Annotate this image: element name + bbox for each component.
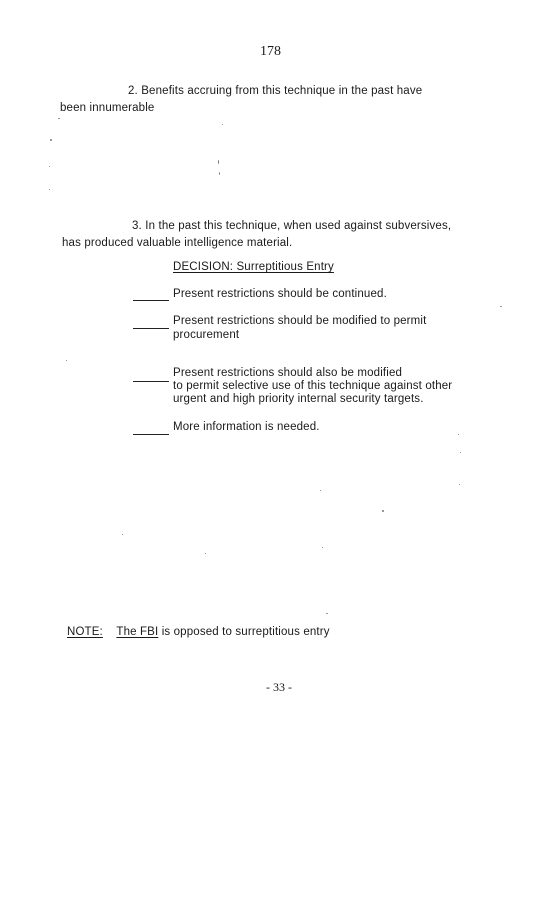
option-3-line-2: to permit selective use of this technique against other <box>173 380 453 392</box>
option-4-line-1: More information is needed. <box>173 421 320 433</box>
note-text: is opposed to surreptitious entry <box>158 626 330 638</box>
note-line <box>67 625 330 639</box>
scan-speck <box>459 484 460 485</box>
note-fbi: The FBI <box>116 626 159 638</box>
scan-speck <box>122 534 123 535</box>
scan-speck <box>222 124 223 125</box>
option-2-line-1: Present restrictions should be modified to permit <box>173 315 427 327</box>
paragraph-2-line-2: been innumerable <box>60 102 155 114</box>
option-1-blank[interactable] <box>133 300 169 301</box>
scan-speck <box>326 613 328 614</box>
paragraph-3-line-1: 3. In the past this technique, when used against subversives, <box>132 220 452 232</box>
option-3-blank[interactable] <box>133 381 169 382</box>
decision-heading: DECISION: Surreptitious Entry <box>173 261 334 273</box>
scan-speck <box>205 553 206 554</box>
scan-speck <box>58 118 60 119</box>
scan-speck <box>500 306 502 307</box>
option-2-line-2: procurement <box>173 329 240 341</box>
page-number-top: 178 <box>260 44 281 59</box>
option-3-line-3: urgent and high priority internal security targets. <box>173 393 424 405</box>
option-1-line-1: Present restrictions should be continued. <box>173 288 387 300</box>
scan-speck <box>49 189 50 190</box>
scan-speck <box>320 490 321 491</box>
note-label: NOTE: <box>67 626 103 638</box>
scan-speck <box>458 434 459 435</box>
scan-speck <box>50 139 52 141</box>
paragraph-3-line-2: has produced valuable intelligence material. <box>62 237 293 249</box>
scan-speck <box>66 360 67 361</box>
scan-speck <box>460 452 461 453</box>
option-4-blank[interactable] <box>133 434 169 435</box>
paragraph-2-line-1: 2. Benefits accruing from this technique in the past have <box>128 85 423 97</box>
option-3-line-1: Present restrictions should also be modified <box>173 367 403 379</box>
scan-speck <box>49 166 50 167</box>
scan-speck <box>219 172 220 175</box>
option-2-blank[interactable] <box>133 328 169 329</box>
scan-speck <box>218 160 219 164</box>
page-number-bottom: - 33 - <box>266 680 292 694</box>
scan-speck <box>322 547 323 548</box>
scan-speck <box>382 510 384 512</box>
